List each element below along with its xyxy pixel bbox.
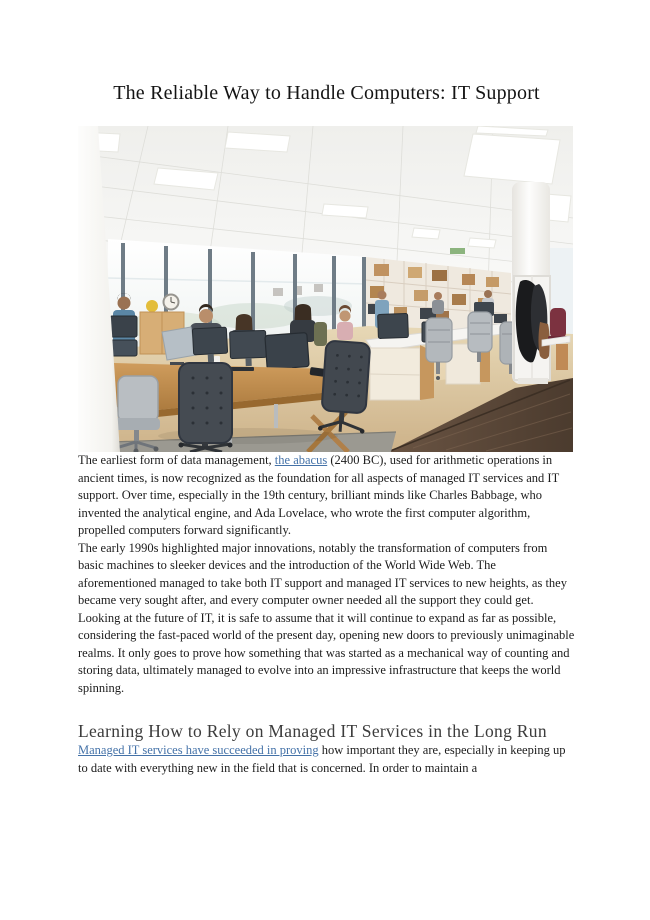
section-heading: Learning How to Rely on Managed IT Services in the Long Run — [78, 721, 547, 741]
page-title: The Reliable Way to Handle Computers: IT Support — [113, 82, 540, 104]
abacus-link[interactable]: the abacus — [274, 453, 328, 467]
document-content — [78, 0, 575, 777]
yellow-ball — [146, 300, 158, 312]
coat-rack — [514, 276, 550, 384]
paragraph-history — [78, 452, 575, 540]
tufted-chair-front — [179, 363, 233, 452]
office-photo-illustration — [78, 126, 573, 452]
paragraph-managed-services — [78, 742, 575, 777]
wall-clock — [164, 295, 179, 310]
paragraph-text: how important they are, especially in keeping up to date with everything new in the field that is concerned. In order to maintain a — [78, 743, 566, 775]
exit-sign — [450, 248, 465, 254]
managed-it-services-link[interactable]: Managed IT services have succeeded in proving — [78, 743, 319, 757]
paragraph-text: The earliest form of data management, — [78, 453, 275, 467]
paragraph-text: (2400 BC), used for arithmetic operations in ancient times, is now recognized as the foundation for all aspects of managed IT services and IT support. Over time, especially in the 19th century, brilliant minds like Charles Babbage, who invented the analytical engine, and Ada Lovelace, who wrote the first computer algorithm, propelled computers forward significantly. — [78, 453, 559, 537]
office-photo — [78, 126, 573, 452]
paragraph-innovations: The early 1990s highlighted major innovations, notably the transformation of computers from basic machines to sleeker devices and the introduction of the World Wide Web. The aforementioned managed to take both IT support and managed IT services to new heights, as they became very sought after, and every computer owner needed all the support they could get. Looking at the future of IT, it is safe to assume that it will continue to expand as far as possible, considering the fast-paced world of the present day, opening new doors to previously unimaginable realms. It only goes to prove how something that was started as a mechanical way of counting and storing data, ultimately managed to evolve into an impressive infrastructure that keeps the world spinning. — [78, 540, 575, 695]
